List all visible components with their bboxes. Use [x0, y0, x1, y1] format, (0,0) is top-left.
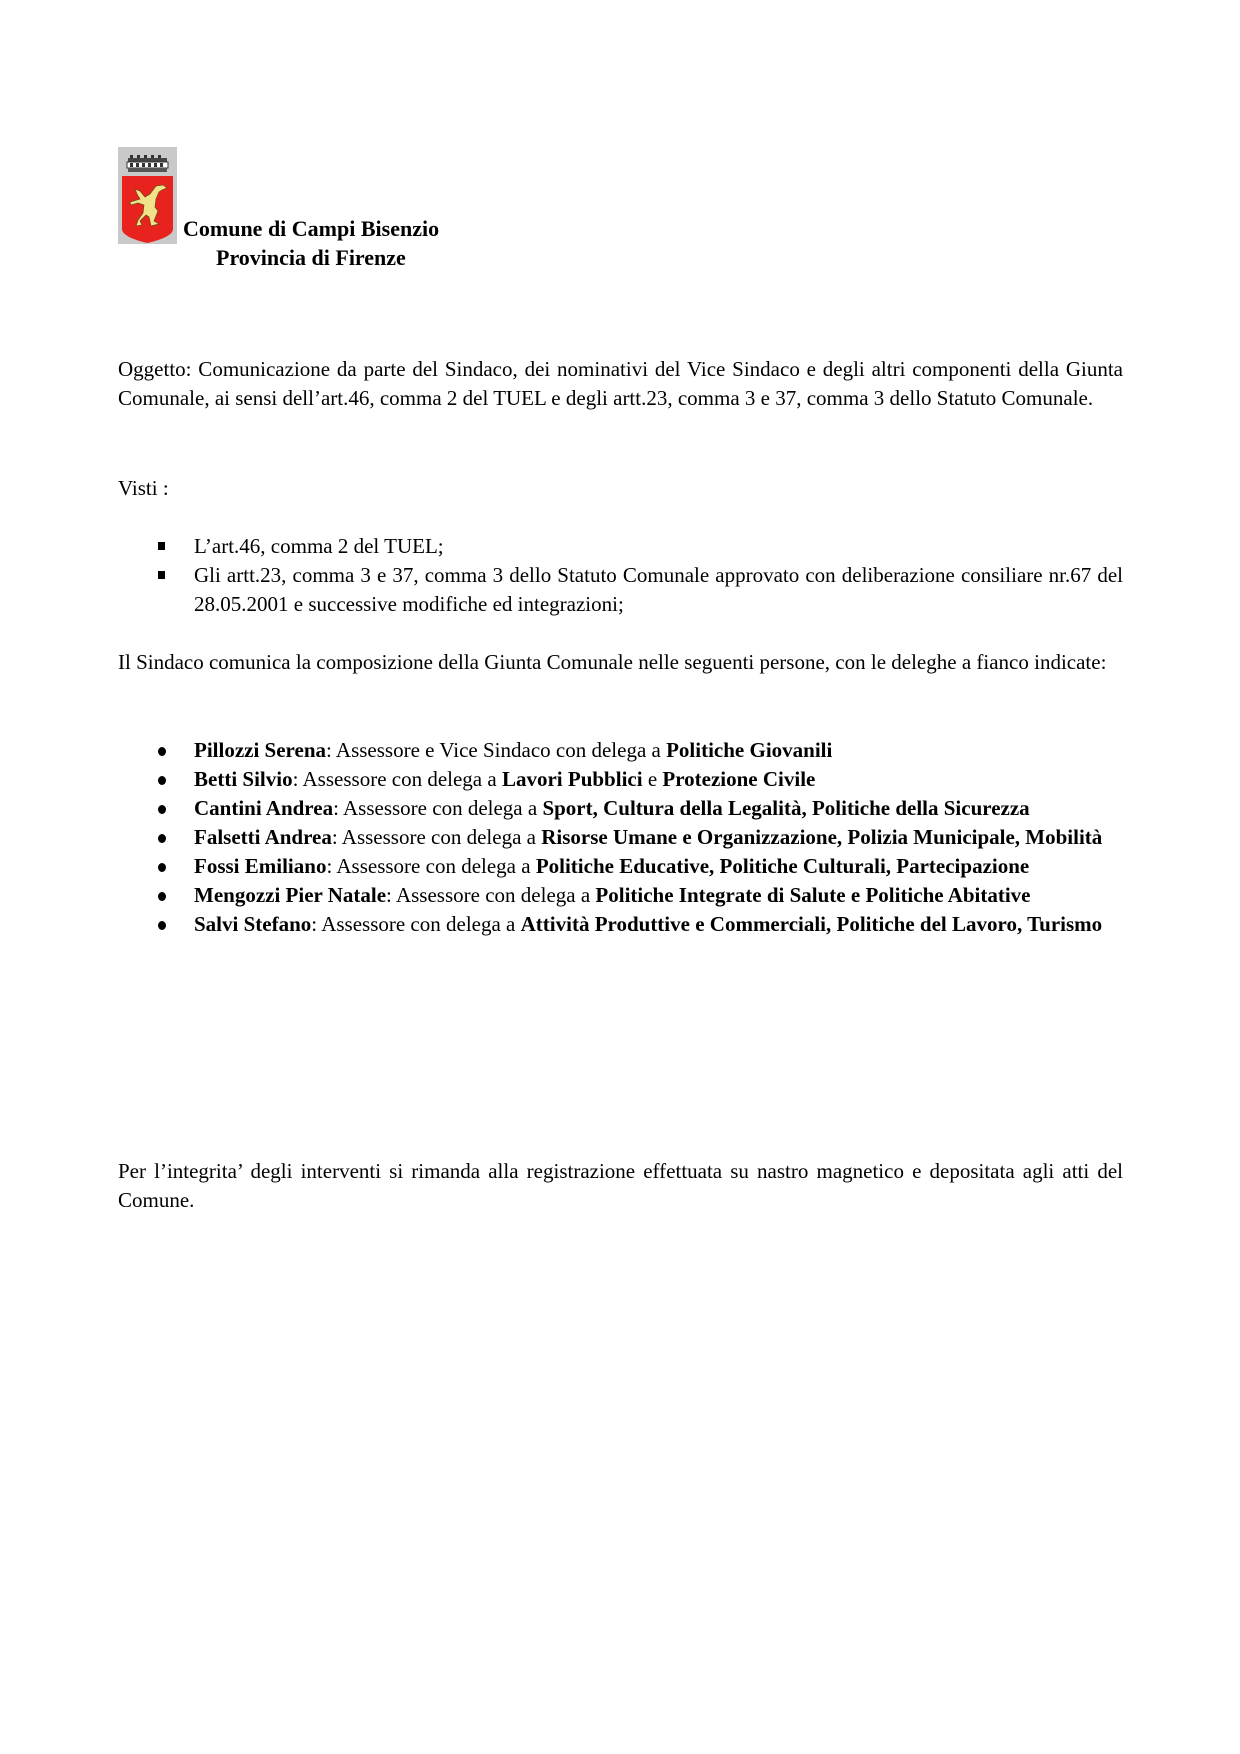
header-provincia: Provincia di Firenze: [216, 245, 406, 270]
square-bullet-icon: [158, 542, 165, 550]
member-delega: Lavori Pubblici: [501, 767, 643, 791]
member-item: [118, 910, 1123, 939]
member-name: Cantini Andrea: [194, 796, 334, 820]
member-item: [118, 736, 1123, 765]
member-name: Mengozzi Pier Natale: [194, 883, 387, 907]
visti-list: [118, 532, 1123, 619]
municipal-coat-of-arms-icon: [118, 147, 177, 244]
member-extra-separator: e: [642, 767, 663, 791]
member-role: : Assessore e Vice Sindaco con delega a: [326, 738, 667, 762]
member-name: Pillozzi Serena: [194, 738, 326, 762]
intro-paragraph: Il Sindaco comunica la composizione della Giunta Comunale nelle seguenti persone, con le deleghe a fianco indicate:: [118, 650, 1107, 674]
member-role: : Assessore con delega a: [386, 883, 596, 907]
visti-item: [118, 561, 1123, 619]
round-bullet-icon: [158, 863, 166, 872]
giunta-members-list: [118, 736, 1123, 939]
member-delega: Attività Produttive e Commerciali, Politiche del Lavoro, Turismo: [520, 912, 1103, 936]
member-role: : Assessore con delega a: [311, 912, 521, 936]
member-delega: Politiche Giovanili: [666, 738, 833, 762]
member-role: : Assessore con delega a: [326, 854, 536, 878]
member-delega-extra: Protezione Civile: [662, 767, 816, 791]
member-delega: Politiche Educative, Politiche Culturali, Partecipazione: [535, 854, 1030, 878]
round-bullet-icon: [158, 805, 166, 814]
member-name: Salvi Stefano: [194, 912, 312, 936]
member-name: Betti Silvio: [194, 767, 293, 791]
square-bullet-icon: [158, 571, 165, 579]
oggetto-paragraph: Oggetto: Comunicazione da parte del Sindaco, dei nominativi del Vice Sindaco e degli altri componenti della Giunta Comunale, ai sensi dell’art.46, comma 2 del TUEL e degli artt.23, comma 3 e 37, comma 3 dello Statuto Comunale.: [118, 357, 1123, 410]
round-bullet-icon: [158, 921, 166, 930]
visti-item-text: Gli artt.23, comma 3 e 37, comma 3 dello Statuto Comunale approvato con deliberazione consiliare nr.67 del 28.05.2001 e successive modifiche ed integrazioni;: [194, 563, 1123, 616]
member-delega: Risorse Umane e Organizzazione, Polizia Municipale, Mobilità: [541, 825, 1103, 849]
visti-item: [118, 532, 1123, 561]
member-item: [118, 765, 1123, 794]
round-bullet-icon: [158, 776, 166, 785]
member-delega: Sport, Cultura della Legalità, Politiche della Sicurezza: [542, 796, 1030, 820]
member-role: : Assessore con delega a: [331, 825, 542, 849]
closing-paragraph: Per l’integrita’ degli interventi si rimanda alla registrazione effettuata su nastro magnetico e depositata agli atti del Comune.: [118, 1159, 1123, 1212]
member-role: : Assessore con delega a: [292, 767, 502, 791]
member-item: [118, 881, 1123, 910]
member-role: : Assessore con delega a: [333, 796, 543, 820]
round-bullet-icon: [158, 834, 166, 843]
member-name: Falsetti Andrea: [194, 825, 332, 849]
member-item: [118, 794, 1123, 823]
visti-label: Visti :: [118, 476, 169, 500]
header-comune-name: Comune di Campi Bisenzio: [183, 216, 440, 241]
visti-item-text: L’art.46, comma 2 del TUEL;: [194, 534, 444, 558]
round-bullet-icon: [158, 892, 166, 901]
member-item: [118, 823, 1123, 852]
member-name: Fossi Emiliano: [194, 854, 327, 878]
member-delega: Politiche Integrate di Salute e Politiche Abitative: [595, 883, 1031, 907]
round-bullet-icon: [158, 747, 166, 756]
member-item: [118, 852, 1123, 881]
